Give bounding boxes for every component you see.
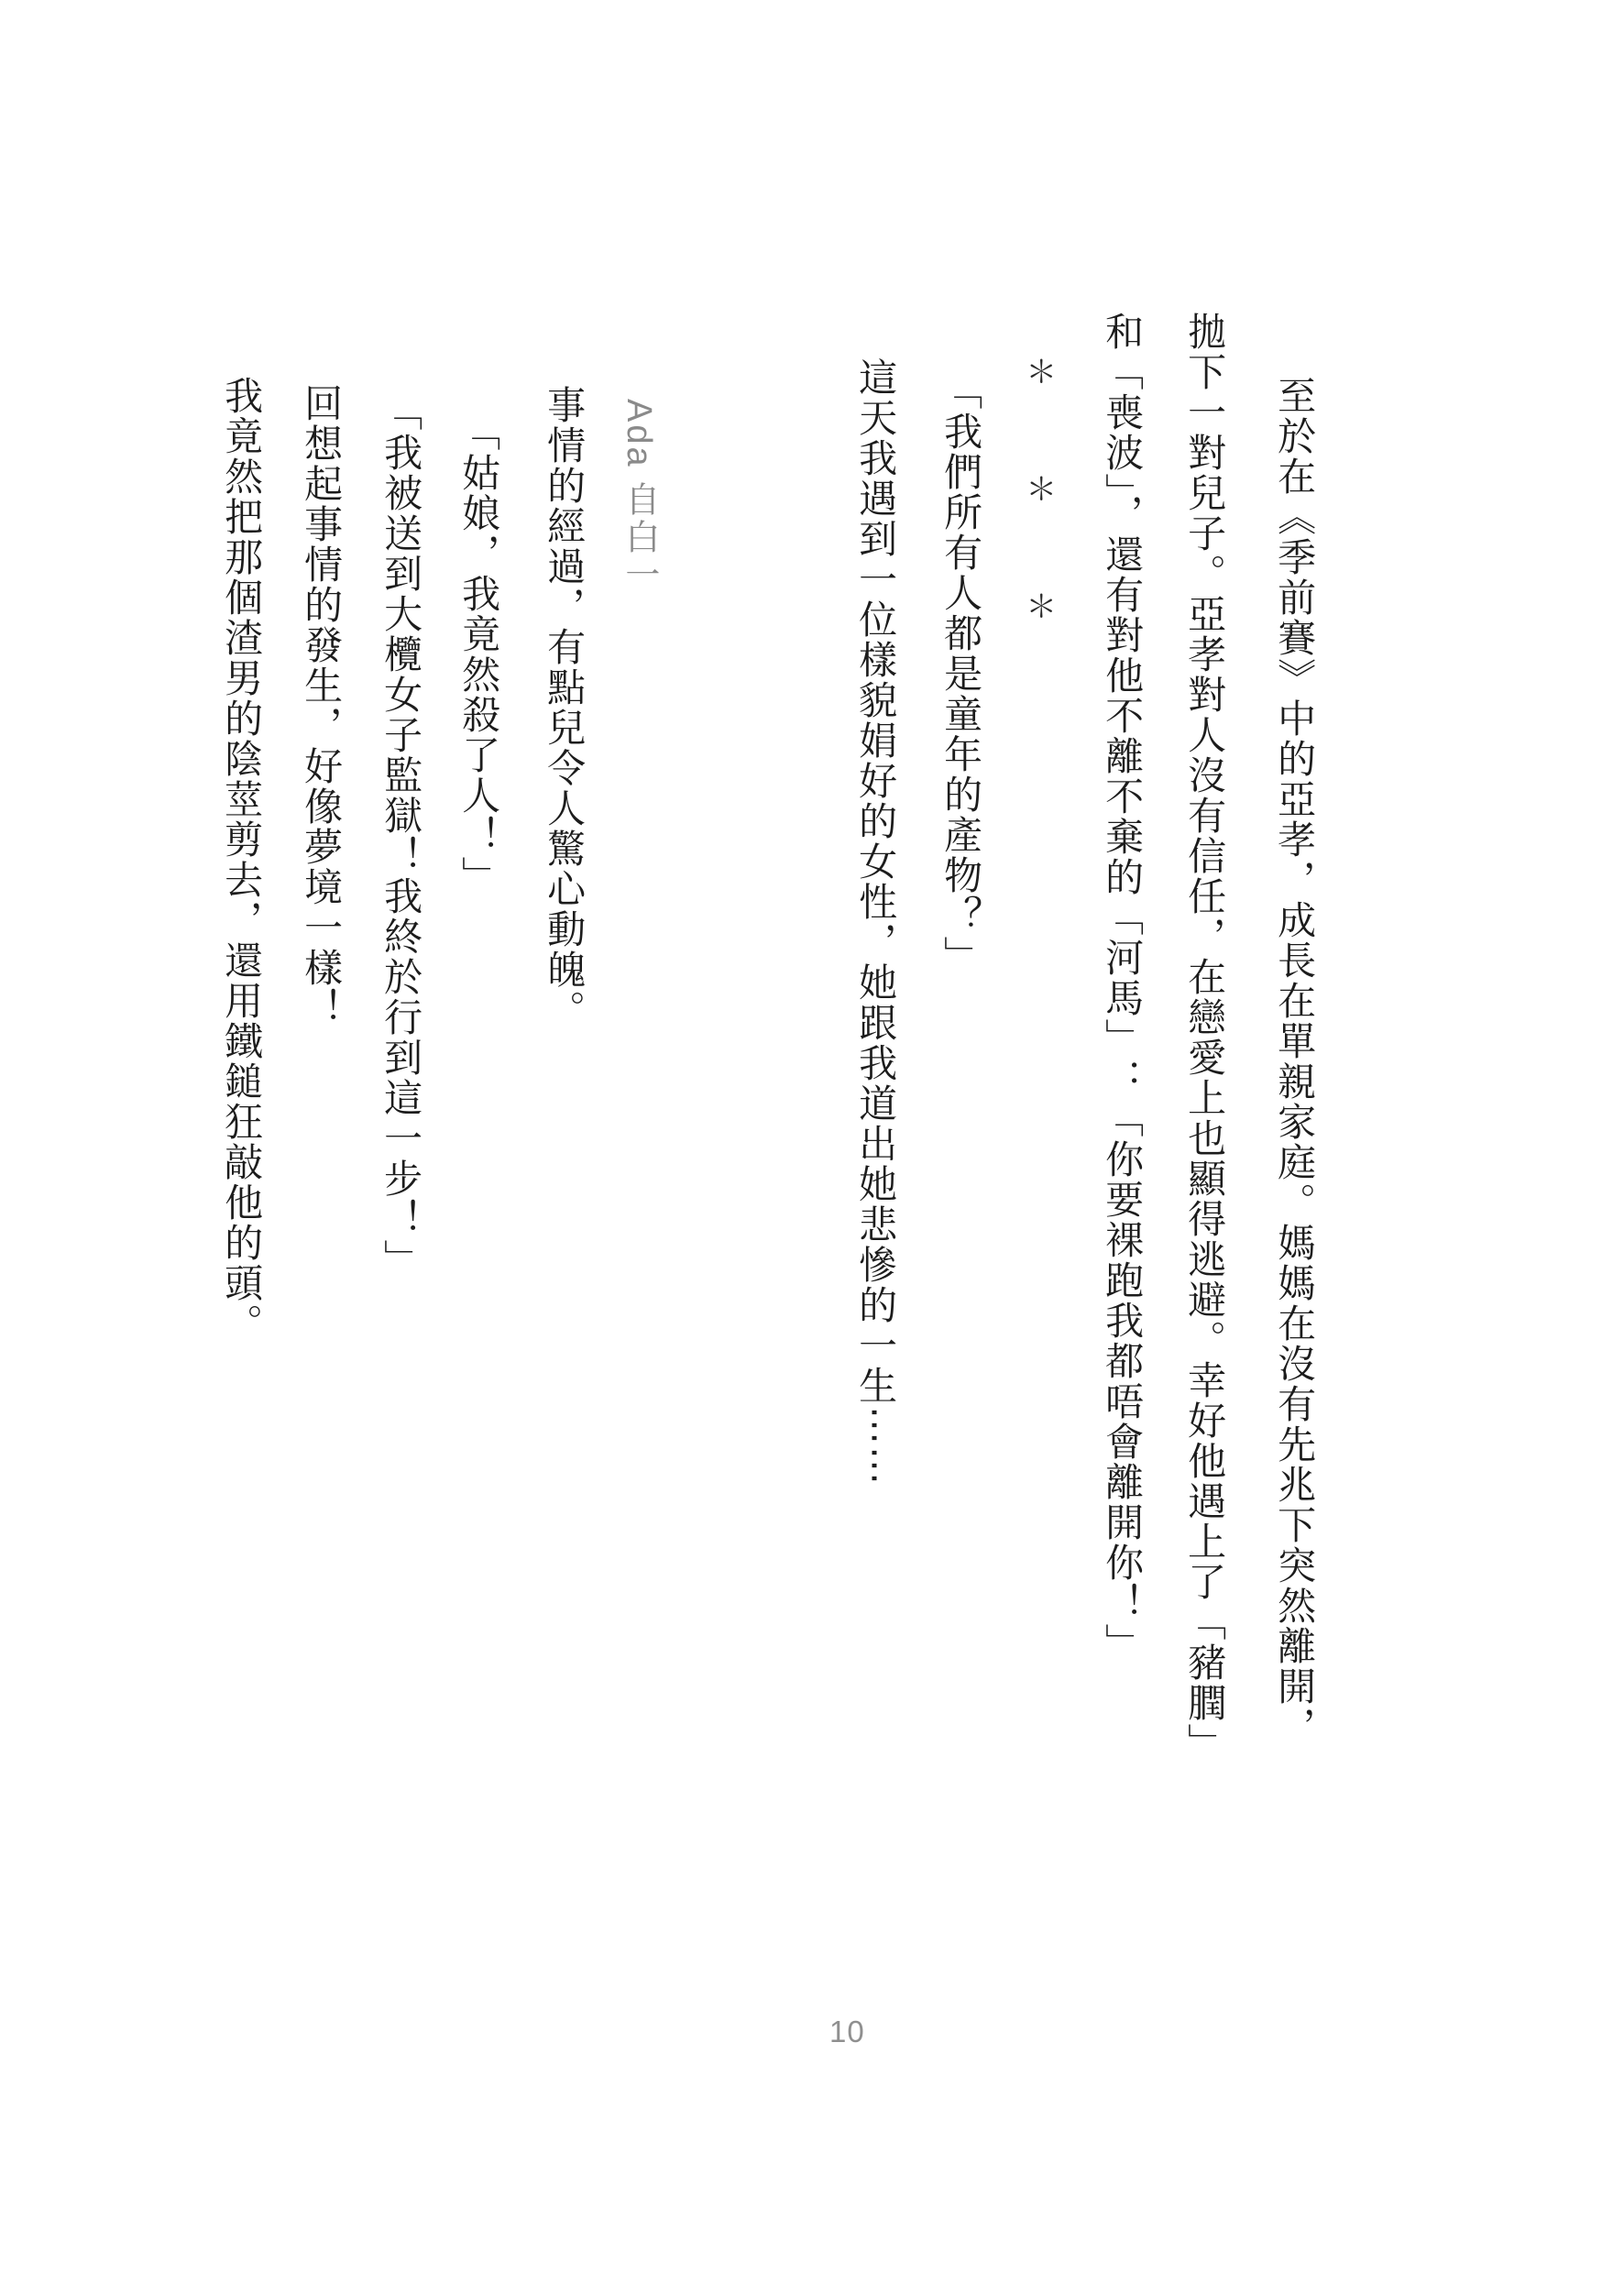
section-separator-asterisks: ＊＊＊ <box>1020 356 1056 708</box>
paragraph-line: 至於在《季前賽》中的亞孝，成長在單親家庭。媽媽在沒有先兆下突然離開， <box>1273 376 1317 1747</box>
paragraph-line: 這天我遇到一位樣貌娟好的女性，她跟我道出她悲慘的一生⋯⋯ <box>854 357 898 1487</box>
section-heading: Ada 自白一 <box>619 399 658 595</box>
paragraph-line: 「我被送到大欖女子監獄！我終於行到這一步！」 <box>379 392 423 1279</box>
paragraph-line: 拋下一對兒子。亞孝對人沒有信任，在戀愛上也顯得逃避。幸好他遇上了「豬膶」 <box>1183 312 1227 1763</box>
paragraph-line: 「我們所有人都是童年的產物？」 <box>939 371 983 976</box>
paragraph-line: 回想起事情的發生，好像夢境一樣！ <box>300 383 344 1028</box>
paragraph-line: 我竟然把那個渣男的陰莖剪去，還用鐵鎚狂敲他的頭。 <box>220 376 264 1344</box>
paragraph-line: 事情的經過，有點兒令人驚心動魄。 <box>543 385 587 1030</box>
paragraph-line: 和「喪波」，還有對他不離不棄的「河馬」：「你要裸跑我都唔會離開你！」 <box>1101 312 1145 1664</box>
paragraph-line: 「姑娘，我竟然殺了人！」 <box>457 412 501 896</box>
page-number: 10 <box>829 2015 865 2048</box>
